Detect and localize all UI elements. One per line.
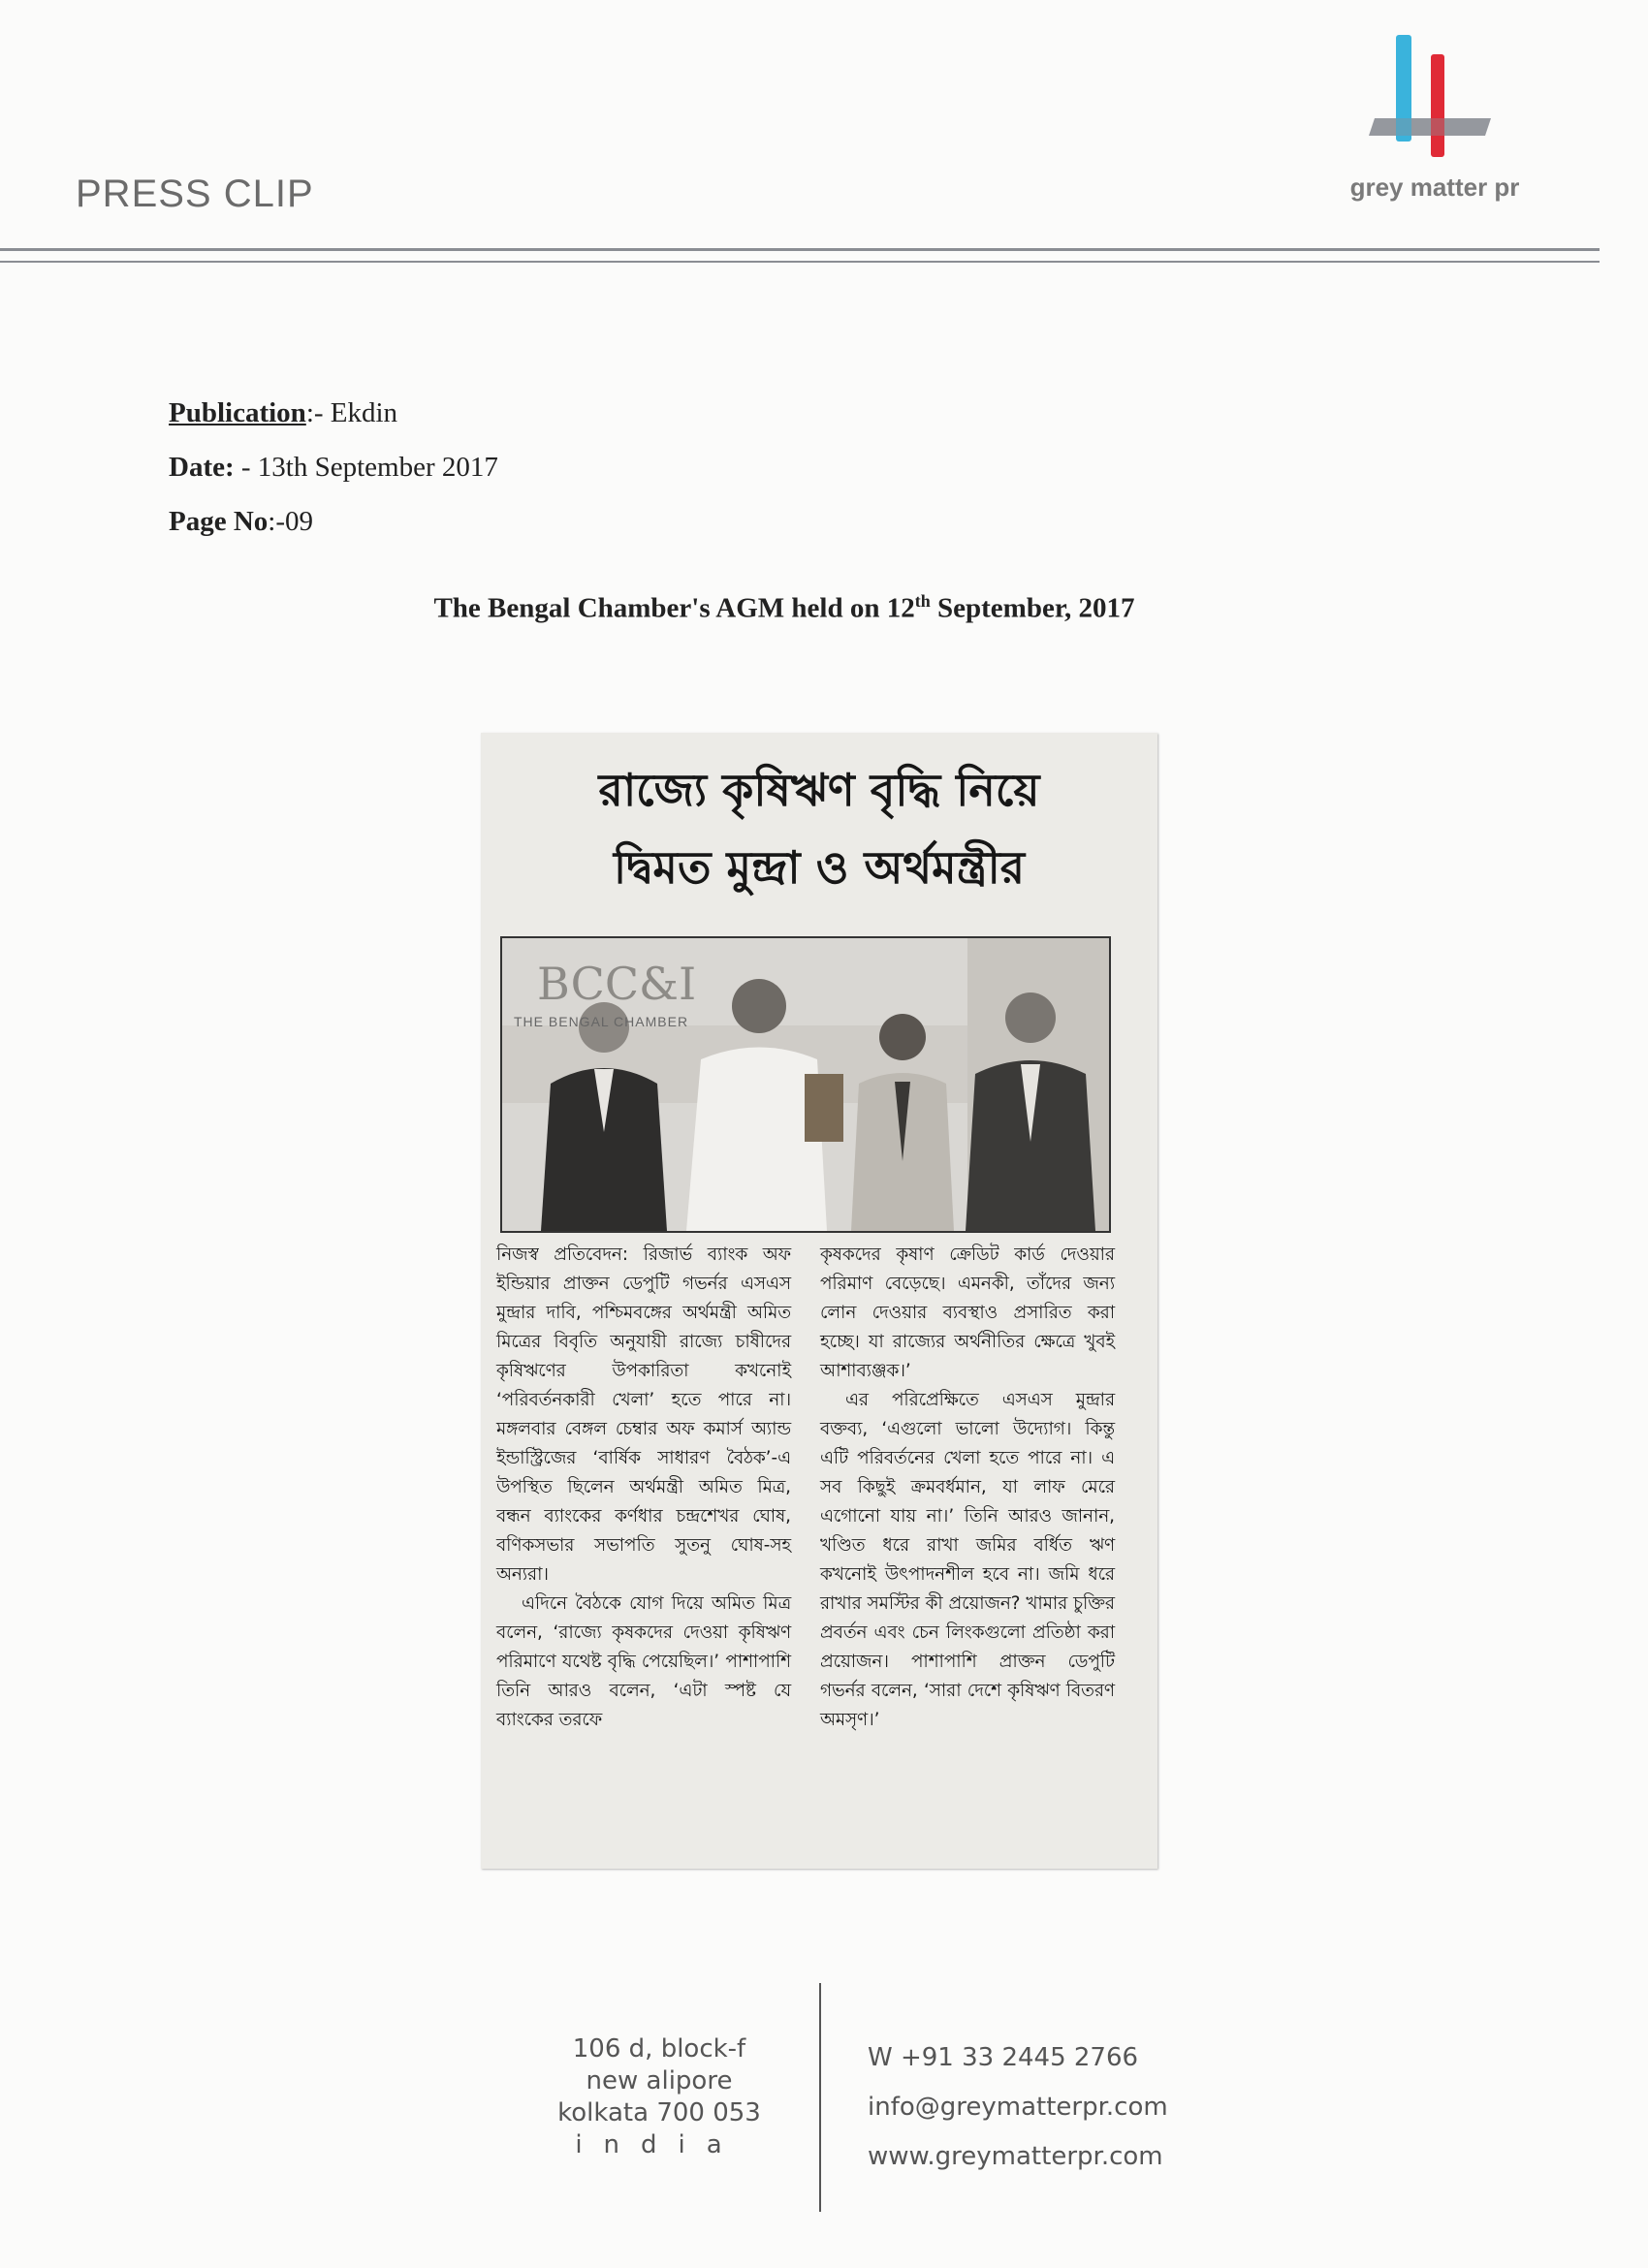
article-paragraph: কৃষকদের কৃষাণ ক্রেডিট কার্ড দেওয়ার পরিমাণ বেড়েছে। এমনকী, তাঁদের জন্য লোন দেওয়ার ব্যবস্থাও প্রসারিত করা হচ্ছে। যা রাজ্যের অর্থনীতির ক্ষেত্রে খুবই আশাব্যঞ্জক।’ [820, 1244, 1115, 1381]
address-line: 106 d, block-f [572, 2034, 746, 2063]
article-column-1 [496, 1241, 791, 1735]
header-divider [0, 248, 1600, 251]
photo-banner-text: THE BENGAL CHAMBER [514, 1014, 689, 1029]
article-column-2 [820, 1241, 1115, 1735]
brand-name: grey matter pr [1349, 173, 1520, 202]
newspaper-clipping [481, 733, 1157, 1869]
footer-divider [819, 1983, 821, 2212]
address-line: kolkata 700 053 [557, 2098, 761, 2127]
publication-value: :- Ekdin [305, 397, 398, 428]
caption-superscript: th [914, 591, 931, 611]
phone-number: W +91 33 2445 2766 [868, 2043, 1139, 2072]
publication-line [169, 397, 397, 429]
page-line [169, 506, 313, 538]
page-label: Page No [169, 506, 269, 537]
email-link[interactable]: info@greymatterpr.com [868, 2093, 1168, 2122]
caption-text-end: September, 2017 [930, 592, 1135, 624]
article-paragraph: এদিনে বৈঠকে যোগ দিয়ে অমিত মিত্র বলেন, ‘রাজ্যে কৃষকদের দেওয়া কৃষিঋণ পরিমাণে যথেষ্ট বৃদ্ধি পেয়েছিল।’ পাশাপাশি তিনি আরও বলেন, ‘এটা স্পষ্ট যে ব্যাংকের তরফে [496, 1593, 791, 1730]
photo-banner-logo: BCC&I [537, 958, 697, 1010]
headline-line-1: রাজ্যে কৃষিঋণ বৃদ্ধি নিয়ে [598, 764, 1040, 816]
date-line [169, 452, 498, 484]
article-paragraph: এর পরিপ্রেক্ষিতে এসএস মুন্দ্রার বক্তব্য, ‘এগুলো ভালো উদ্যোগ। কিন্তু এটি পরিবর্তনের খেলা হতে পারে না। এ সব কিছুই ক্রমবর্ধমান, যা লাফ মেরে এগোনো যায় না।’ তিনি আরও জানান, খণ্ডিত ধরে রাখা জমির বর্ধিত ঋণ কখনোই উৎপাদনশীল হবে না। জমি ধরে রাখার সমস্টির কী প্রয়োজন? খামার চুক্তির প্রবর্তন এবং চেন লিংকগুলো প্রতিষ্ঠা করা প্রয়োজন। পাশাপাশি প্রাক্তন ডেপুটি গভর্নর বলেন, ‘সারা দেশে কৃষিঋণ বিতরণ অমসৃণ।’ [820, 1390, 1115, 1730]
news-photo [500, 936, 1111, 1233]
footer-address [543, 2033, 776, 2161]
article-paragraph: নিজস্ব প্রতিবেদন: রিজার্ভ ব্যাংক অফ ইন্ডিয়ার প্রাক্তন ডেপুটি গভর্নর এসএস মুন্দ্রার দাবি, পশ্চিমবঙ্গের অর্থমন্ত্রী অমিত মিত্রের বিবৃতি অনুযায়ী রাজ্যে চাষীদের কৃষিঋণের উপকারিতা কখনোই ‘পরিবর্তনকারী খেলা’ হতে পারে না। মঙ্গলবার বেঙ্গল চেম্বার অফ কমার্স অ্যান্ড ইন্ডাস্ট্রিজের ‘বার্ষিক সাধারণ বৈঠক’-এ উপস্থিত ছিলেন অর্থমন্ত্রী অমিত মিত্র, বন্ধন ব্যাংকের কর্ণধার চন্দ্রশেখর ঘোষ, বণিকসভার সভাপতি সুতনু ঘোষ-সহ অন্যরা। [496, 1244, 791, 1585]
footer-contact [868, 2033, 1168, 2182]
address-line: new alipore [586, 2066, 733, 2095]
page-title: PRESS CLIP [76, 173, 314, 215]
header-divider-thin [0, 261, 1600, 263]
headline-line-2: দ্বিমত মুন্দ্রা ও অর্থমন্ত্রীর [613, 841, 1026, 894]
address-country: india [575, 2130, 744, 2159]
clip-caption [0, 591, 1569, 625]
page-value: :-09 [268, 506, 313, 537]
date-label: Date: [169, 452, 235, 483]
publication-label: Publication [169, 397, 306, 428]
website-link[interactable]: www.greymatterpr.com [868, 2142, 1163, 2171]
caption-text: The Bengal Chamber's AGM held on 12 [433, 592, 915, 624]
date-value: - 13th September 2017 [234, 452, 498, 483]
